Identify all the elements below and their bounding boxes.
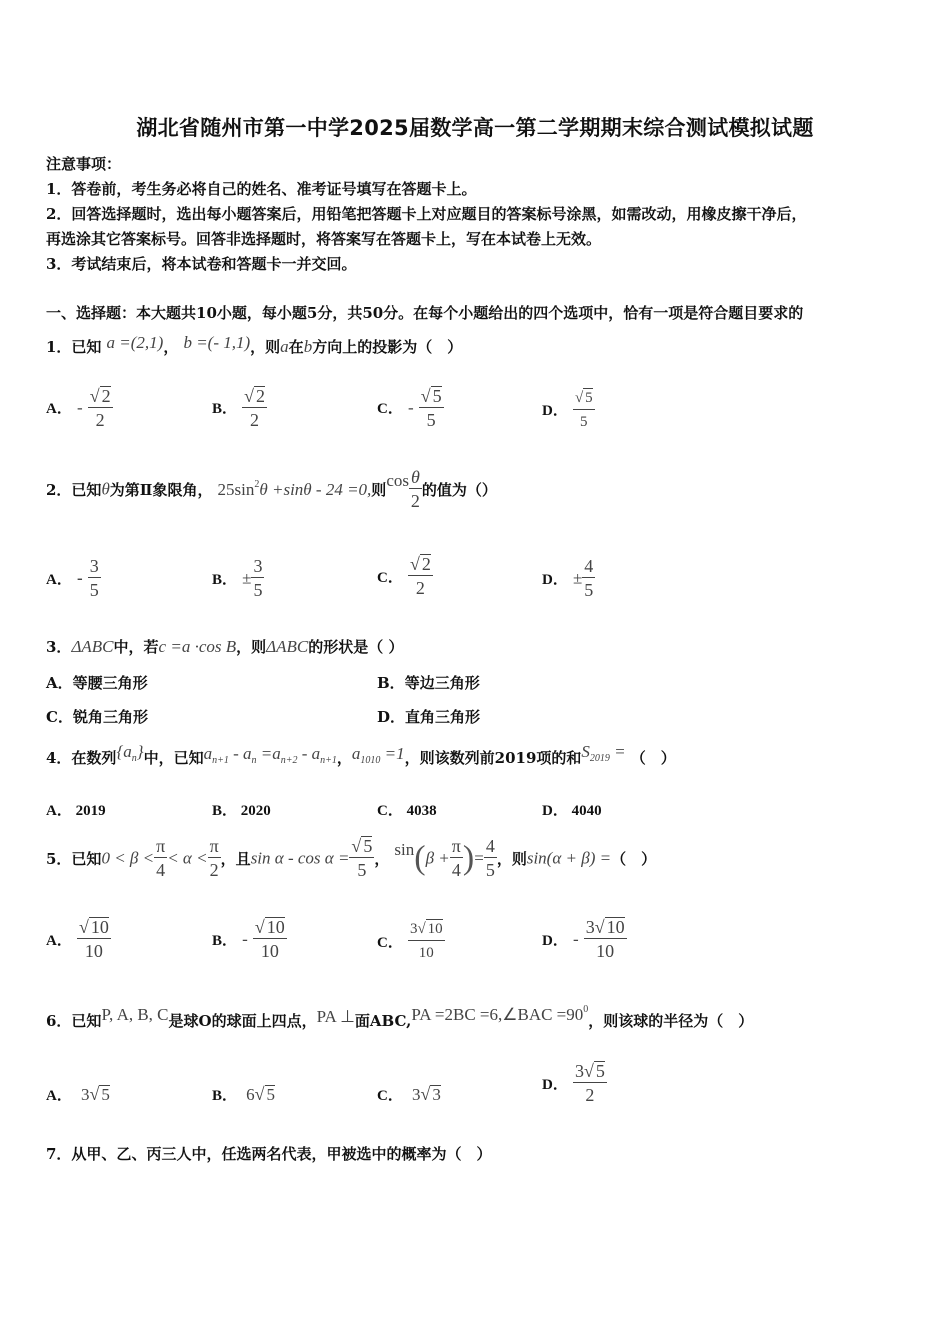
q3-option-a[interactable]: [46, 672, 148, 693]
option-den: 10: [84, 941, 103, 961]
q1-in: 在: [288, 338, 304, 356]
q6-option-c[interactable]: C． 3√ 3: [377, 1084, 441, 1104]
q4-a1010: a: [351, 744, 361, 763]
option-label: D．: [542, 572, 568, 588]
q4-eq-part: - a: [228, 744, 252, 763]
notice-heading: 注意事项：: [46, 155, 122, 173]
q4-eq-part: =a: [256, 744, 281, 763]
q2-mid: 为第Ⅱ象限角，: [109, 481, 213, 499]
option-label: C．: [377, 570, 403, 586]
q5-comma: ，: [374, 850, 390, 868]
option-coef: 3: [80, 1085, 90, 1104]
q5-sinp: sin: [394, 840, 415, 859]
q2-eq: 25sin: [217, 480, 255, 499]
option-text: 4040: [571, 803, 602, 819]
q4-a1010-sub: 1010: [360, 755, 381, 766]
notice-item: 再选涂其它答案标号。回答非选择题时，将答案写在答题卡上，写在本试卷上无效。: [46, 230, 602, 248]
q6-eq: PA =2BC =6,∠BAC =90: [411, 1005, 584, 1024]
option-rad: 3: [432, 1085, 441, 1104]
q1-a: a: [280, 337, 289, 356]
q5-pi: π: [156, 836, 166, 856]
q3-then: ，则: [236, 638, 267, 656]
q5-four: 4: [156, 860, 166, 880]
question-5: 5．已知0 < β < $\frac{\pi}{4}$ < α < $\frac{\pi}{2}$ ，且sin α - cos α = $\frac{√ 5}{5}$ ， sin(β + $\frac{\pi}{4}$ )= $\frac{4}{5}$ ，则sin(α + β) =（ ）: [46, 836, 657, 880]
q5-and: ，且: [220, 850, 251, 868]
option-text: 直角三角形: [405, 708, 481, 726]
question-7: 7．从甲、乙、丙三人中，任选两名代表，甲被选中的概率为（ ）: [46, 1145, 492, 1163]
q2-fnum: θ: [410, 467, 420, 487]
question-6: [46, 1004, 753, 1031]
option-sign: ±: [572, 568, 583, 588]
q3-eq: c =a ·cos B: [158, 637, 237, 656]
option-sign: -: [572, 929, 579, 949]
option-rad: 2: [101, 386, 111, 406]
question-4: [46, 742, 676, 768]
option-label: D．: [542, 403, 568, 419]
q2-fden: 2: [410, 491, 420, 511]
q2-then: 则: [371, 481, 387, 499]
option-den: 5: [253, 580, 263, 600]
q2-option-c[interactable]: C． $\frac{√ 2}{2}$: [377, 554, 431, 598]
option-den: 10: [418, 945, 434, 961]
q4-option-d[interactable]: [542, 799, 602, 820]
q5-eq: =: [474, 848, 484, 868]
q4-eq-part: - a: [297, 744, 321, 763]
q6-option-d[interactable]: D． $\frac{3√ 5}{2}$: [542, 1061, 605, 1105]
q5-num: 5．已知: [46, 850, 102, 868]
option-den: 2: [250, 410, 260, 430]
option-label: A．: [46, 572, 72, 588]
q4-mid: 中，已知: [143, 749, 204, 767]
q4-eq-sub: n+1: [212, 755, 229, 766]
q5-beta: β +: [425, 848, 450, 868]
option-coef: 3: [411, 1085, 421, 1104]
q5-sc: sin α - cos α =: [250, 848, 350, 868]
q1-comma: ，: [163, 338, 179, 356]
q1-b-def: b =(- 1,1): [183, 333, 251, 352]
q4-option-a[interactable]: [46, 799, 106, 820]
q5-two: 2: [209, 860, 219, 880]
q1-option-c[interactable]: C． - $\frac{√ 5}{5}$: [377, 386, 442, 430]
q4-option-c[interactable]: [377, 799, 437, 820]
q4-a1010-val: =1: [380, 744, 405, 763]
q5-res: sin(α + β) =: [526, 848, 612, 868]
notice-item: 3．考试结束后，将本试卷和答题卡一并交回。: [46, 255, 357, 273]
q4-num: 4．在数列: [46, 749, 117, 767]
q3-mid: 中，若: [113, 638, 159, 656]
option-label: A．: [46, 933, 72, 949]
option-rad: 5: [266, 1085, 275, 1104]
option-label: D．: [542, 933, 568, 949]
option-rad: 10: [606, 917, 625, 937]
q5-option-d[interactable]: D． - $\frac{3√ 10}{10}$: [542, 917, 625, 961]
option-label: A．: [46, 1088, 72, 1104]
q4-comma: ，: [336, 749, 352, 767]
option-rad: 10: [427, 921, 443, 937]
q1-tail: 方向上的投影为（ ）: [312, 338, 463, 356]
q5-ineq2: < α <: [167, 848, 208, 868]
option-rad: 10: [90, 917, 109, 937]
option-text: 等腰三角形: [72, 674, 148, 692]
option-coef: 3: [574, 1061, 584, 1081]
option-coef: 6: [246, 1085, 255, 1104]
q4-seq-end: }: [136, 742, 144, 761]
q2-option-b[interactable]: [212, 555, 264, 602]
option-text: 锐角三角形: [72, 708, 148, 726]
q2-tail: 的值为（）: [421, 481, 497, 499]
q3-tri2: ΔABC: [266, 637, 309, 656]
option-label: C．: [46, 708, 73, 726]
option-rad: 5: [585, 390, 593, 406]
q1-option-b[interactable]: B． $\frac{√ 2}{2}$: [212, 386, 265, 430]
q4-eq-sub: n+2: [280, 755, 298, 766]
option-num: 3: [89, 556, 99, 576]
q6-option-b[interactable]: B． 6√ 5: [212, 1084, 275, 1104]
q1-option-d[interactable]: D． $\frac{√ 5}{5}$: [542, 387, 595, 434]
q3-tri: ΔABC: [71, 637, 114, 656]
option-rad: 2: [256, 386, 265, 406]
q6-mid: 是球O的球面上四点，: [168, 1012, 317, 1030]
q1-num: 1．已知: [46, 338, 102, 356]
option-den: 10: [596, 941, 615, 961]
option-label: B．: [212, 933, 238, 949]
q6-pa: PA ⊥: [316, 1007, 355, 1026]
q3-option-c[interactable]: [46, 706, 148, 727]
section-heading: 一、选择题：本大题共10小题，每小题5分，共50分。在每个小题给出的四个选项中，恰有一项是符合题目要求的: [46, 304, 804, 322]
q4-eq-sub: n+1: [320, 755, 337, 766]
option-den: 2: [415, 578, 425, 598]
option-label: B．: [212, 572, 238, 588]
q3-option-d[interactable]: [377, 706, 480, 727]
q5-option-a[interactable]: A． $\frac{√ 10}{10}$: [46, 917, 109, 961]
q2-num: 2．已知: [46, 481, 102, 499]
q5-den5: 5: [357, 860, 367, 880]
q5-ineq1: 0 < β <: [101, 848, 155, 868]
option-rad: 5: [595, 1061, 605, 1081]
option-sign: -: [76, 568, 83, 588]
option-text: 2019: [75, 803, 106, 819]
q2-cos: cos: [386, 471, 409, 490]
q6-option-a[interactable]: A． 3√ 5: [46, 1084, 110, 1104]
q6-num: 6．已知: [46, 1012, 102, 1030]
page-title: 湖北省随州市第一中学2025届数学高一第二学期期末综合测试模拟试题: [136, 116, 814, 140]
q4-eq-sub: n: [251, 755, 257, 766]
q5-n4: 4: [485, 836, 495, 856]
q5-pi2: π: [451, 836, 461, 856]
option-text: 等边三角形: [404, 674, 480, 692]
q4-paren: （ ）: [630, 749, 676, 767]
option-den: 5: [426, 410, 436, 430]
option-den: 2: [95, 410, 105, 430]
option-den: 5: [584, 580, 594, 600]
q5-four2: 4: [451, 860, 461, 880]
option-label: B．: [212, 1088, 238, 1104]
q5-then: ，则: [496, 850, 527, 868]
notice-item: 2．回答选择题时，选出每小题答案后，用铅笔把答题卡上对应题目的答案标号涂黑，如需改动，用橡皮擦干净后，: [46, 205, 807, 223]
q4-option-b[interactable]: [212, 799, 271, 820]
option-label: B．: [377, 674, 405, 692]
option-sign: -: [76, 398, 83, 417]
question-3: [46, 636, 403, 657]
option-sign: -: [407, 398, 414, 417]
q6-plane: 面ABC,: [354, 1012, 412, 1030]
option-rad: 10: [266, 917, 285, 937]
q5-d5: 5: [485, 860, 495, 880]
option-label: C．: [377, 935, 403, 951]
q4-seq-sub: n: [131, 753, 137, 764]
q5-option-b[interactable]: B． - $\frac{√ 10}{10}$: [212, 917, 285, 961]
option-text: 2020: [240, 803, 271, 819]
q3-option-b[interactable]: [377, 672, 480, 693]
option-sign: ±: [242, 568, 252, 588]
q5-option-c[interactable]: C． $\frac{3√ 10}{10}$: [377, 918, 445, 965]
option-label: C．: [377, 401, 403, 417]
q5-r5: 5: [363, 836, 373, 856]
option-label: D．: [542, 1077, 568, 1093]
option-label: A．: [46, 401, 72, 417]
option-rad: 5: [101, 1085, 110, 1104]
option-coef: 3: [409, 921, 418, 937]
q2-eq2: θ +sinθ - 24 =0,: [259, 480, 372, 499]
q4-S-sub: 2019: [589, 753, 610, 764]
option-label: A．: [46, 803, 72, 819]
option-text: 4038: [406, 803, 437, 819]
question-1: [46, 333, 462, 357]
q1-option-a[interactable]: A． - $\frac{√ 2}{2}$: [46, 386, 111, 430]
notice-item: 1．答卷前，考生务必将自己的姓名、准考证号填写在答题卡上。: [46, 180, 477, 198]
option-label: B．: [212, 401, 238, 417]
option-label: C．: [377, 1088, 403, 1104]
option-label: C．: [377, 803, 403, 819]
q4-S-eq: =: [609, 742, 626, 761]
q4-S: S: [581, 742, 590, 761]
option-rad: 5: [432, 386, 442, 406]
option-label: D．: [377, 708, 406, 726]
q1-mid: ，则: [250, 338, 281, 356]
option-label: B．: [212, 803, 238, 819]
q6-eq-sup: 0: [583, 1004, 589, 1015]
q6-tail: ，则该球的半径为（ ）: [588, 1012, 754, 1030]
option-den: 10: [260, 941, 279, 961]
question-2: [46, 466, 497, 513]
option-den: 2: [585, 1085, 595, 1105]
q1-a-def: a =(2,1): [106, 333, 164, 352]
q4-eq: a: [203, 744, 213, 763]
option-coef: 3: [585, 917, 595, 937]
q2-theta: θ: [101, 479, 110, 499]
q6-pts: P, A, B, C: [101, 1005, 169, 1024]
option-den: 5: [89, 580, 99, 600]
option-num: 3: [253, 556, 263, 576]
q2-option-a[interactable]: [46, 555, 101, 602]
q3-tail: 的形状是（ ）: [308, 638, 404, 656]
q2-option-d[interactable]: [542, 555, 595, 602]
q5-pi-b: π: [209, 836, 219, 856]
q3-num: 3．: [46, 638, 72, 656]
option-rad: 2: [421, 554, 431, 574]
q5-paren: （ ）: [611, 850, 657, 868]
q1-b: b: [303, 337, 313, 356]
option-label: A．: [46, 674, 73, 692]
option-num: 4: [584, 556, 594, 576]
option-label: D．: [542, 803, 568, 819]
q4-seq: {a: [116, 742, 132, 761]
q2-eq-sup: 2: [254, 479, 260, 490]
option-sign: -: [242, 929, 248, 949]
q4-tail: ，则该数列前2019项的和: [404, 749, 582, 767]
option-den: 5: [580, 414, 588, 430]
